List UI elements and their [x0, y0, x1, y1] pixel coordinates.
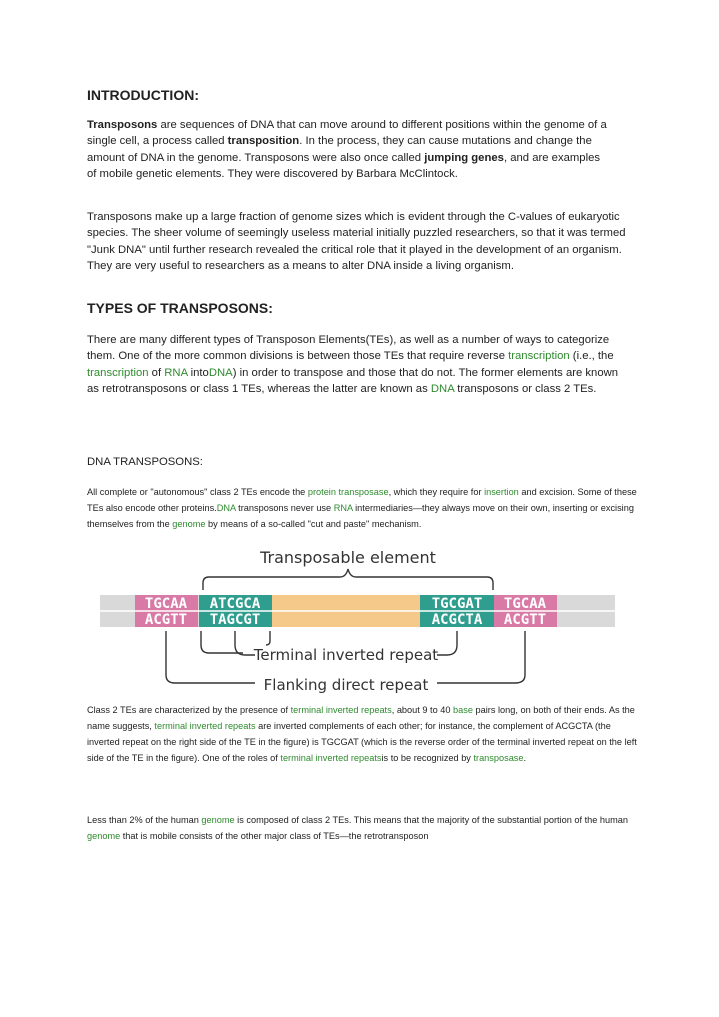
- link-dna-2[interactable]: DNA: [430, 382, 455, 395]
- transposable-element-brace: [203, 569, 493, 590]
- link-terminal-inverted-repeats-3[interactable]: terminal inverted repeats: [280, 753, 382, 764]
- left-flank-bottom-seq: ACGTT: [144, 612, 188, 628]
- transposable-element-diagram: [95, 545, 615, 700]
- link-base[interactable]: base: [453, 705, 473, 715]
- link-transposase[interactable]: transposase: [473, 753, 524, 764]
- term-transposons: Transposons: [87, 119, 158, 131]
- right-flank-bottom-seq: ACGTT: [503, 612, 547, 628]
- dna-transposons-heading: DNA TRANSPOSONS:: [87, 456, 203, 468]
- left-flank-top-seq: TGCAA: [144, 596, 188, 612]
- link-dna[interactable]: DNA: [208, 366, 233, 379]
- link-genome[interactable]: genome: [201, 815, 235, 825]
- types-paragraph: There are many different types of Transposon Elements(TEs), as well as a number of ways to categorize them. One of the more common divisions is between those TEs that require reverse transcription (i.e., the transcription of RNA intoDNA) in order to transpose and those that do not. The former elements are known as retrotransposons or class 1 TEs, whereas the latter are known as DNA transposons or class 2 TEs.: [87, 334, 619, 395]
- link-terminal-inverted-repeats-2[interactable]: terminal inverted repeats: [154, 721, 256, 732]
- link-rna[interactable]: RNA: [333, 503, 353, 514]
- transposable-element-label: Transposable element: [260, 548, 436, 567]
- intro-paragraph-2: Transposons make up a large fraction of genome sizes which is evident through the C-values of eukaryotic species. The sheer volume of seemingly useless material initially puzzled researchers, so that it was termed "Junk DNA" until further research revealed the critical role that it played in the development of an organism. They are very useful to researchers as a means to alter DNA inside a living organism.: [87, 211, 626, 272]
- right-tir-top-seq: TGCGAT: [431, 596, 483, 612]
- left-tir-bracket: [201, 631, 243, 653]
- left-tir-bracket-end: [266, 631, 270, 645]
- link-protein-transposase[interactable]: protein transposase: [307, 487, 389, 497]
- types-heading: TYPES OF TRANSPOSONS:: [87, 300, 273, 316]
- term-transposition: transposition: [227, 135, 300, 148]
- left-tir-top-seq: ATCGCA: [209, 596, 261, 612]
- fdr-connector-right: [437, 631, 525, 683]
- link-genome-2[interactable]: genome: [87, 831, 121, 842]
- link-genome[interactable]: genome: [172, 519, 206, 530]
- intro-paragraph-1: Transposons are sequences of DNA that can move around to different positions within the genome of a single cell, a process called transposition. In the process, they can cause mutations and change the amount of DNA in the genome. Transposons were also once called jumping genes, and are examples of mobile genetic elements. They were discovered by Barbara McClintock.: [87, 119, 607, 180]
- tir-label: Terminal inverted repeat: [253, 646, 439, 664]
- right-tir-bottom-seq: ACGCTA: [431, 612, 483, 628]
- fdr-label: Flanking direct repeat: [263, 676, 429, 694]
- link-dna[interactable]: DNA: [216, 503, 236, 514]
- right-flank-top-seq: TGCAA: [503, 596, 547, 612]
- dna-transposons-paragraph-1: All complete or "autonomous" class 2 TEs encode the protein transposase, which they require for insertion and excision. Some of these TEs also encode other proteins.DNA transposons never use RNA intermediaries—they always move on their own, inserting or excising themselves from the genome by means of a so-called "cut and paste" mechanism.: [87, 487, 637, 530]
- link-transcription[interactable]: transcription: [508, 350, 570, 363]
- link-rna[interactable]: RNA: [164, 366, 188, 379]
- introduction-heading: INTRODUCTION:: [87, 87, 199, 103]
- tir-connector-right: [437, 631, 457, 655]
- link-terminal-inverted-repeats[interactable]: terminal inverted repeats: [290, 705, 392, 715]
- tir-connector-left: [235, 631, 255, 655]
- link-insertion[interactable]: insertion: [484, 487, 519, 497]
- left-tir-bottom-seq: TAGCGT: [209, 612, 261, 628]
- dna-transposons-paragraph-2: Class 2 TEs are characterized by the presence of terminal inverted repeats, about 9 to 40 base pairs long, on both of their ends. As the name suggests, terminal inverted repeats are inverted complements of each other; for instance, the complement of ACGCTA (the inverted repeat on the right side of the TE in the figure) is TGCGAT (which is the reverse order of the terminal inverted repeat on the left side of the TE in the figure). One of the roles of terminal inverted repeatsis to be recognized by transposase.: [87, 705, 637, 764]
- dna-transposons-paragraph-3: Less than 2% of the human genome is composed of class 2 TEs. This means that the majority of the substantial portion of the human genome that is mobile consists of the other major class of TEs—the retrotransposon: [87, 815, 629, 842]
- fdr-connector-left: [166, 631, 255, 683]
- link-transcription-2[interactable]: transcription: [87, 366, 149, 379]
- term-jumping-genes: jumping genes: [424, 151, 504, 164]
